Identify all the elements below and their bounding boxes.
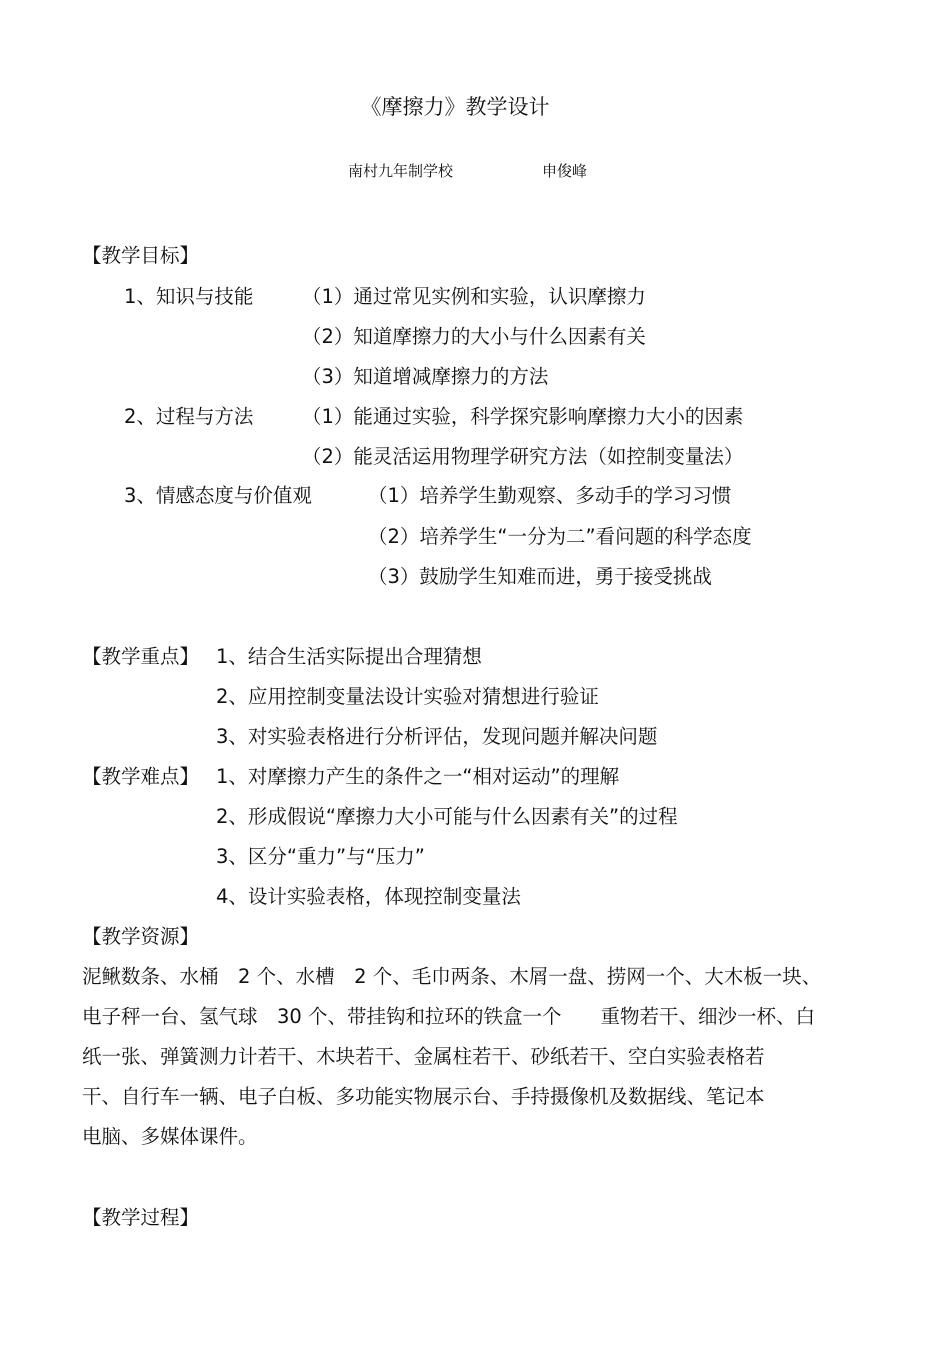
resources-line: 电脑、多媒体课件。	[82, 1125, 258, 1148]
section-heading-difficulties: 【教学难点】	[82, 765, 200, 788]
objective-item: （2）能灵活运用物理学研究方法（如控制变量法）	[302, 445, 744, 468]
objective-group-label: 2、过程与方法	[124, 405, 254, 428]
difficulty-item: 2、形成假说“摩擦力大小可能与什么因素有关”的过程	[216, 805, 678, 828]
section-heading-resources: 【教学资源】	[82, 925, 200, 948]
objective-item: （3）知道增减摩擦力的方法	[302, 365, 549, 388]
key-point-item: 2、应用控制变量法设计实验对猜想进行验证	[216, 685, 599, 708]
objective-item: （1）通过常见实例和实验，认识摩擦力	[302, 285, 646, 308]
objective-item: （1）培养学生勤观察、多动手的学习习惯	[368, 484, 732, 507]
objective-group-label: 3、情感态度与价值观	[124, 484, 312, 507]
document-title: 《摩擦力》教学设计	[360, 95, 550, 119]
section-heading-key-points: 【教学重点】	[82, 645, 200, 668]
objective-item: （3）鼓励学生知难而进，勇于接受挑战	[368, 565, 712, 588]
resources-line: 电子秤一台、氢气球 30 个、带挂钩和拉环的铁盒一个 重物若干、细沙一杯、白	[82, 1005, 816, 1028]
author-name: 申俊峰	[542, 162, 588, 180]
difficulty-item: 1、对摩擦力产生的条件之一“相对运动”的理解	[216, 765, 620, 788]
objective-item: （2）培养学生“一分为二”看问题的科学态度	[368, 525, 752, 548]
section-heading-objectives: 【教学目标】	[82, 244, 200, 267]
key-point-item: 1、结合生活实际提出合理猜想	[216, 645, 482, 668]
resources-line: 泥鳅数条、水桶 2 个、水槽 2 个、毛巾两条、木屑一盘、捞网一个、大木板一块、	[82, 965, 822, 988]
school-name: 南村九年制学校	[348, 162, 454, 180]
resources-line: 干、自行车一辆、电子白板、多功能实物展示台、手持摄像机及数据线、笔记本	[82, 1085, 765, 1108]
key-point-item: 3、对实验表格进行分析评估，发现问题并解决问题	[216, 725, 658, 748]
objective-item: （1）能通过实验，科学探究影响摩擦力大小的因素	[302, 405, 744, 428]
difficulty-item: 4、设计实验表格，体现控制变量法	[216, 885, 521, 908]
objective-item: （2）知道摩擦力的大小与什么因素有关	[302, 325, 646, 348]
resources-line: 纸一张、弹簧测力计若干、木块若干、金属柱若干、砂纸若干、空白实验表格若	[82, 1045, 765, 1068]
difficulty-item: 3、区分“重力”与“压力”	[216, 845, 425, 868]
section-heading-process: 【教学过程】	[82, 1206, 200, 1229]
objective-group-label: 1、知识与技能	[124, 285, 254, 308]
